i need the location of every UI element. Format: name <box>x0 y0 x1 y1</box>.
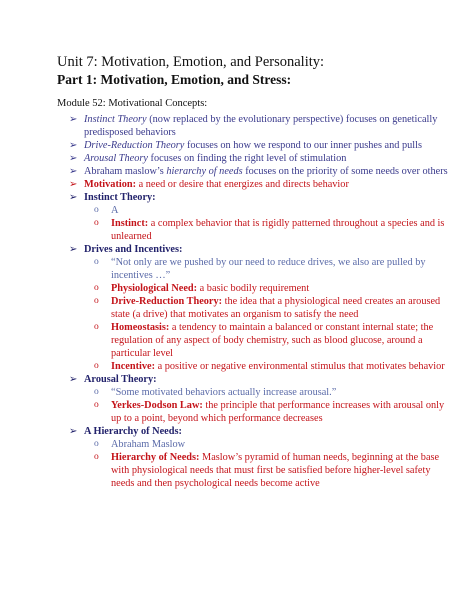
sub-item-continuation: regulation of any aspect of body chemistry, such as blood glucose, around a <box>111 335 423 346</box>
text: focuses on how we respond to our inner pushes and pulls <box>184 140 423 151</box>
arrow-bullet-icon: ➢ <box>69 244 78 255</box>
sub-item-continuation: particular level <box>111 348 174 359</box>
heading: Instinct Theory: <box>84 192 156 203</box>
text: (now replaced by the evolutionary perspective) focuses on genetically <box>146 114 438 125</box>
sub-item-continuation: with physiological needs that must first be satisfied before higher-level safety <box>111 465 431 476</box>
term: Incentive: <box>111 361 156 372</box>
heading: Arousal Theory: <box>84 374 157 385</box>
part-heading: Part 1: Motivation, Emotion, and Stress: <box>57 72 292 87</box>
bullet-continuation: predisposed behaviors <box>84 127 176 138</box>
circle-bullet-icon: o <box>94 387 99 397</box>
definition: Maslow’s pyramid of human needs, beginning at the base <box>199 452 440 463</box>
heading: Drives and Incentives: <box>84 244 183 255</box>
definition: the principle that performance increases with arousal only <box>202 400 445 411</box>
sub-item-continuation: state (a drive) that motivates an organism to satisfy the need <box>111 309 359 320</box>
unit-title: Unit 7: Motivation, Emotion, and Personality: <box>57 54 325 70</box>
term: Drive-Reduction Theory <box>84 140 185 151</box>
circle-bullet-icon: o <box>94 452 99 462</box>
circle-bullet-icon: o <box>94 322 99 332</box>
definition: a complex behavior that is rigidly patterned throughout a species and is <box>148 218 445 229</box>
text: Abraham Maslow <box>111 439 186 450</box>
circle-bullet-icon: o <box>94 205 99 215</box>
definition: a need or desire that energizes and directs behavior <box>136 179 349 190</box>
circle-bullet-icon: o <box>94 439 99 449</box>
module-heading: Module 52: Motivational Concepts: <box>57 98 208 109</box>
definition: a positive or negative environmental stimulus that motivates behavior <box>155 361 445 372</box>
circle-bullet-icon: o <box>94 361 99 371</box>
term: Motivation: <box>84 179 137 190</box>
circle-bullet-icon: o <box>94 257 99 267</box>
text: A <box>111 205 119 216</box>
definition: a basic bodily requirement <box>197 283 310 294</box>
term: Instinct: <box>111 218 149 229</box>
text: “Not only are we pushed by our need to reduce drives, we also are pulled by <box>111 257 426 268</box>
heading: A Hierarchy of Needs: <box>84 426 182 437</box>
term: Yerkes-Dodson Law: <box>111 400 203 411</box>
circle-bullet-icon: o <box>94 283 99 293</box>
circle-bullet-icon: o <box>94 218 99 228</box>
arrow-bullet-icon: ➢ <box>69 192 78 203</box>
term: Physiological Need: <box>111 283 198 294</box>
circle-bullet-icon: o <box>94 400 99 410</box>
text: focuses on finding the right level of stimulation <box>147 153 347 164</box>
arrow-bullet-icon: ➢ <box>69 140 78 151</box>
arrow-bullet-icon: ➢ <box>69 153 78 164</box>
sub-item-continuation: incentives …” <box>111 270 171 281</box>
sub-item-continuation: unlearned <box>111 231 152 242</box>
text: “Some motivated behaviors actually increase arousal.” <box>111 387 337 398</box>
term: Homeostasis: <box>111 322 170 333</box>
arrow-bullet-icon: ➢ <box>69 114 78 125</box>
term: Instinct Theory <box>84 114 147 125</box>
arrow-bullet-icon: ➢ <box>69 374 78 385</box>
term: Hierarchy of Needs: <box>111 452 200 463</box>
definition: the idea that a physiological need creates an aroused <box>222 296 441 307</box>
arrow-bullet-icon: ➢ <box>69 426 78 437</box>
term: Arousal Theory <box>84 153 148 164</box>
arrow-bullet-icon: ➢ <box>69 166 78 177</box>
text: Abraham maslow’s <box>84 166 167 177</box>
text: focuses on the priority of some needs over others <box>242 166 448 177</box>
definition: a tendency to maintain a balanced or constant internal state; the <box>169 322 434 333</box>
term: hierarchy of needs <box>166 166 243 177</box>
term: Drive-Reduction Theory: <box>111 296 223 307</box>
arrow-bullet-icon: ➢ <box>69 179 78 190</box>
sub-item-continuation: needs and then psychological needs become active <box>111 478 320 489</box>
sub-item-continuation: up to a point, beyond which performance decreases <box>111 413 323 424</box>
circle-bullet-icon: o <box>94 296 99 306</box>
